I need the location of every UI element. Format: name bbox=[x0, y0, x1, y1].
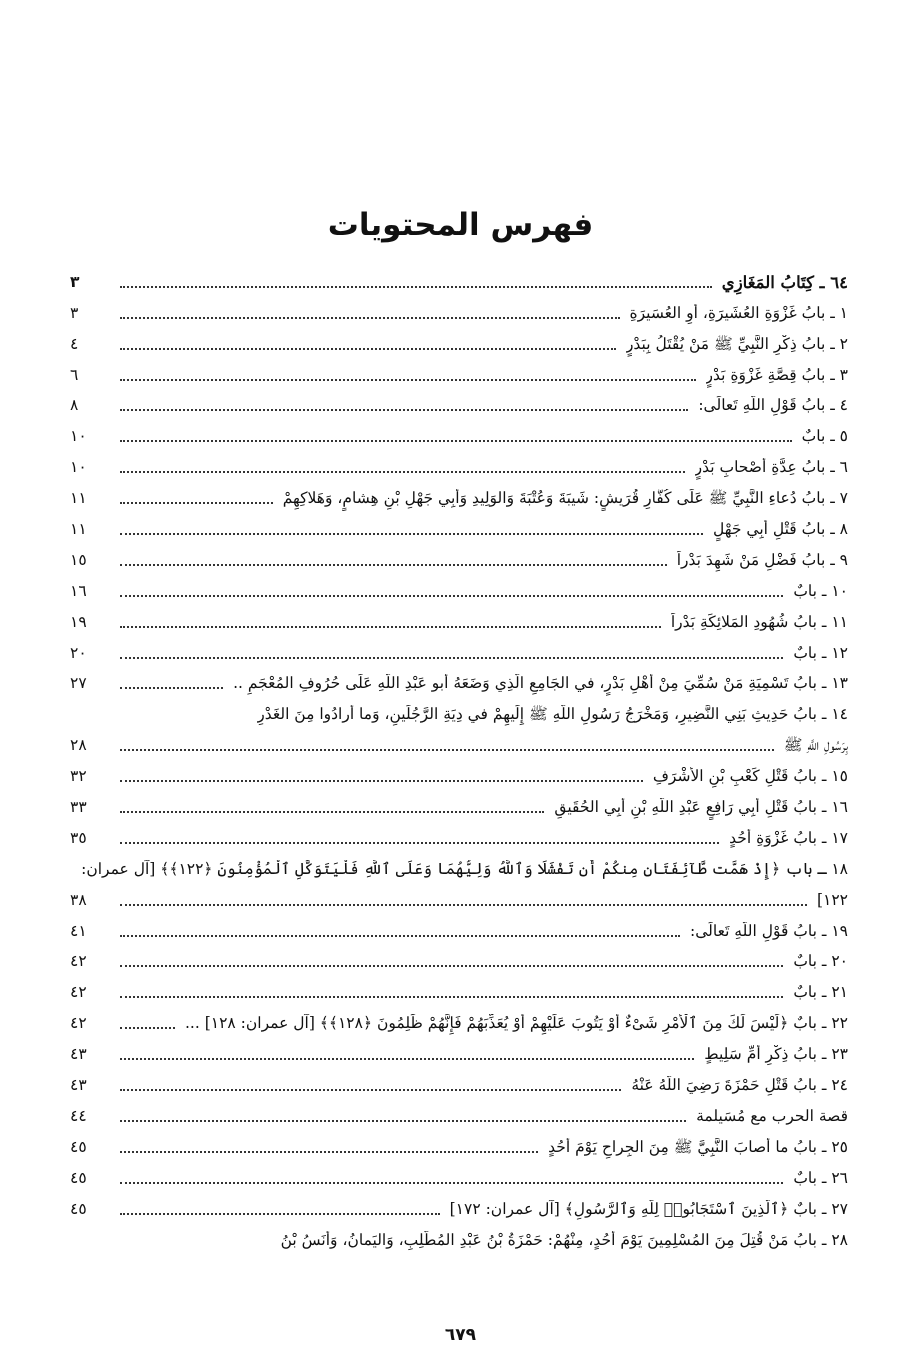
toc-entry-page: ٤٢ bbox=[70, 983, 87, 1002]
toc-entry-title: ١٩ ـ بابُ قَوْلِ اللَّهِ تَعالَى: bbox=[690, 921, 848, 940]
toc-entry-page: ١٦ bbox=[70, 581, 87, 600]
toc-entry-page: ٤٥ bbox=[70, 1199, 87, 1218]
toc-entry-page: ٣٨ bbox=[70, 890, 87, 909]
toc-entry-page: ٤٢ bbox=[70, 952, 87, 971]
toc-entry-title: ٢٦ ـ بابٌ bbox=[793, 1168, 848, 1187]
toc-entry-title: ٧ ـ بابُ دُعاءِ النَّبِيِّ ﷺ عَلَى كُفَّارِ قُرَيشٍ: شَيبَةَ وَعُتْبَةَ وَالوَلِيدِ وَأَبِي جَهْلِ بْنِ هِشامٍ، وَهَلاكِهِمْ bbox=[282, 489, 848, 508]
toc-entry-title: ١٨ ـ باب ﴿إِذْ هَمَّت طَّآئِفَتَانِ مِنكُمْ أَن تَفْشَلَا وَٱللَّهُ وَلِيُّهُمَا وَعَلَى ٱللَّهِ فَلْيَتَوَكَّلِ ٱلْمُؤْمِنُونَ ﴿١٢٢﴾﴾ [آل عمران: bbox=[81, 859, 848, 878]
toc-entry[interactable] bbox=[70, 480, 848, 511]
toc-leader-dots bbox=[120, 1120, 686, 1122]
toc-entry-title: ١٦ ـ بابُ قَتْلِ أَبِي رَافِعٍ عَبْدِ اللَّهِ بْنِ أَبِي الحُقَيقِ bbox=[554, 798, 848, 817]
toc-entry-title: ١٢ ـ بابٌ bbox=[793, 643, 848, 662]
toc-entry-title: بِرَسُولِ اللَّهِ ﷺ bbox=[783, 736, 848, 755]
toc-leader-dots bbox=[120, 811, 544, 813]
toc-leader-dots bbox=[120, 965, 783, 967]
toc-entry[interactable] bbox=[70, 1098, 848, 1129]
toc-entry-page: ١٥ bbox=[70, 550, 87, 569]
toc-leader-dots bbox=[120, 533, 703, 535]
toc-entry-page: ٤١ bbox=[70, 921, 87, 940]
toc-leader-dots bbox=[120, 996, 783, 998]
toc-leader-dots bbox=[120, 564, 667, 566]
toc-entry-title: قصة الحرب مع مُسَيلمة bbox=[696, 1106, 848, 1125]
toc-entry[interactable] bbox=[70, 511, 848, 542]
toc-entry[interactable] bbox=[70, 295, 848, 326]
toc-entry[interactable] bbox=[70, 573, 848, 604]
toc-entry-page: ٣ bbox=[70, 272, 80, 291]
page-title: فهرس المحتويات bbox=[327, 206, 594, 243]
toc-entry-page: ٤٥ bbox=[70, 1137, 87, 1156]
toc-entry-title: ٩ ـ بابُ فَضْلِ مَنْ شَهِدَ بَدْراً bbox=[676, 550, 848, 569]
toc-leader-dots bbox=[120, 749, 774, 751]
toc-leader-dots bbox=[120, 595, 783, 597]
toc-leader-dots bbox=[120, 1182, 783, 1184]
toc-entry[interactable] bbox=[70, 388, 848, 419]
toc-leader-dots bbox=[120, 1089, 621, 1091]
toc-entry-page: ٤٥ bbox=[70, 1168, 87, 1187]
toc-entry-title: ٢٨ ـ بابُ مَنْ قُتِلَ مِنَ المُسْلِمِينَ يَوْمَ أُحُدٍ، مِنْهُمْ: حَمْزَةُ بْنُ عَبْدِ المُطَّلِبِ، وَاليَمانُ، وَأَنَسُ بْنُ bbox=[280, 1230, 848, 1249]
toc-leader-dots bbox=[120, 379, 696, 381]
toc-entry-page: ٢٨ bbox=[70, 736, 87, 755]
toc-entry[interactable] bbox=[70, 1005, 848, 1036]
toc-entry[interactable] bbox=[70, 326, 848, 357]
toc-entry[interactable] bbox=[70, 758, 848, 789]
toc-entry[interactable] bbox=[70, 696, 848, 727]
toc-entry-title: ١٢٢] bbox=[816, 890, 848, 909]
toc-leader-dots bbox=[120, 1027, 175, 1029]
toc-entry-page: ٤٤ bbox=[70, 1106, 87, 1125]
toc-leader-dots bbox=[120, 502, 273, 504]
toc-leader-dots bbox=[120, 317, 620, 319]
toc-entry[interactable] bbox=[70, 1129, 848, 1160]
toc-entry-title: ٢ ـ بابُ ذِكْرِ النَّبِيِّ ﷺ مَنْ يُقْتَلُ بِبَدْرٍ bbox=[625, 334, 848, 353]
toc-entry[interactable] bbox=[70, 1036, 848, 1067]
toc-entry-page: ٨ bbox=[70, 396, 79, 415]
toc-entry[interactable] bbox=[70, 418, 848, 449]
toc-entry-continuation[interactable] bbox=[70, 882, 848, 913]
toc-entry-title: ٤ ـ بابُ قَوْلِ اللَّهِ تَعالَى: bbox=[698, 396, 848, 415]
toc-entry-title: ١٤ ـ بابُ حَدِيثِ بَنِي النَّضِيرِ، وَمَخْرَجُ رَسُولِ اللَّهِ ﷺ إِلَيهِمْ في دِيَةِ الرَّجُلَينِ، وَما أَرادُوا مِنَ الغَدْرِ bbox=[257, 705, 848, 724]
toc-entry-title: ٨ ـ بابُ قَتْلِ أَبِي جَهْلٍ bbox=[713, 520, 848, 539]
toc-entry[interactable] bbox=[70, 913, 848, 944]
toc-entry-title: ٢٣ ـ بابُ ذِكْرِ أُمِّ سَلِيطٍ bbox=[704, 1045, 848, 1064]
toc-entry[interactable] bbox=[70, 666, 848, 697]
toc-entry[interactable] bbox=[70, 851, 848, 882]
toc-entry[interactable] bbox=[70, 1222, 848, 1253]
toc-entry[interactable] bbox=[70, 635, 848, 666]
toc-leader-dots bbox=[120, 286, 712, 288]
toc-entry[interactable] bbox=[70, 944, 848, 975]
toc-entry-title: ١٧ ـ بابُ غَزْوَةِ أُحُدٍ bbox=[729, 828, 848, 847]
toc-entry[interactable] bbox=[70, 357, 848, 388]
toc-entry-book-heading[interactable] bbox=[70, 264, 848, 295]
toc-entry-page: ٤٢ bbox=[70, 1014, 87, 1033]
toc-entry[interactable] bbox=[70, 1160, 848, 1191]
toc-entry-page: ١١ bbox=[70, 520, 87, 539]
toc-entry[interactable] bbox=[70, 974, 848, 1005]
toc-entry-title: ٦ ـ بابُ عِدَّةِ أَصْحابِ بَدْرٍ bbox=[694, 458, 848, 477]
toc-leader-dots bbox=[120, 842, 719, 844]
toc-entry-page: ١٠ bbox=[70, 427, 87, 446]
toc-entry-title: ٢٧ ـ بابٌ ﴿ٱلَّذِينَ ٱسْتَجَابُوا۟ لِلَّهِ وَٱلرَّسُولِ﴾ [آل عمران: ١٧٢] bbox=[449, 1199, 848, 1218]
toc-entry[interactable] bbox=[70, 542, 848, 573]
toc-entry-title: ١١ ـ بابُ شُهُودِ المَلائِكَةِ بَدْراً bbox=[670, 612, 848, 631]
toc-entry-title: ٢١ ـ بابٌ bbox=[793, 983, 848, 1002]
toc-entry-page: ٤٣ bbox=[70, 1045, 87, 1064]
toc-entry-page: ٣٣ bbox=[70, 798, 87, 817]
toc-leader-dots bbox=[120, 657, 783, 659]
toc-entry-title: ١ ـ بابُ غَزْوَةِ العُشَيرَةِ، أَوِ العُسَيرَةِ bbox=[629, 303, 848, 322]
page-number: ٦٧٩ bbox=[444, 1325, 477, 1345]
toc-leader-dots bbox=[120, 1213, 440, 1215]
toc-entry-title: ٢٤ ـ بابُ قَتْلِ حَمْزَةَ رَضِيَ اللَّهُ عَنْهُ bbox=[631, 1076, 848, 1095]
toc-entry-page: ٤٣ bbox=[70, 1076, 87, 1095]
toc-entry-title: ١٠ ـ بابٌ bbox=[793, 581, 848, 600]
toc-leader-dots bbox=[120, 471, 685, 473]
toc-entry-page: ٢٧ bbox=[70, 674, 87, 693]
toc-leader-dots bbox=[120, 409, 688, 411]
toc-entry-page: ٣ bbox=[70, 303, 79, 322]
toc-leader-dots bbox=[120, 1151, 538, 1153]
toc-entry-title: ٦٤ ـ كِتَابُ المَغَازِي bbox=[721, 272, 848, 292]
toc-leader-dots bbox=[120, 780, 643, 782]
toc-leader-dots bbox=[120, 348, 616, 350]
toc-leader-dots bbox=[120, 935, 680, 937]
toc-entry-page: ٣٢ bbox=[70, 767, 87, 786]
toc-entry-page: ١٩ bbox=[70, 612, 87, 631]
toc-entry[interactable] bbox=[70, 1067, 848, 1098]
toc-entry[interactable] bbox=[70, 449, 848, 480]
toc-entry-title: ٥ ـ بابٌ bbox=[801, 427, 848, 446]
toc-entry[interactable] bbox=[70, 604, 848, 635]
toc-entry[interactable] bbox=[70, 789, 848, 820]
toc-leader-dots bbox=[120, 626, 661, 628]
toc-entry-title: ٢٥ ـ بابُ ما أَصابَ النَّبِيَّ ﷺ مِنَ الجِراحِ يَوْمَ أُحُدٍ bbox=[548, 1137, 848, 1156]
toc-entry-title: ٢٢ ـ بابٌ ﴿لَيْسَ لَكَ مِنَ ٱلْأَمْرِ شَىْءٌ أَوْ يَتُوبَ عَلَيْهِمْ أَوْ يُعَذِّبَهُمْ فَإِنَّهُمْ ظَٰلِمُونَ ﴿١٢٨﴾﴾ [آل عمران: ١٢٨] ... bbox=[184, 1014, 848, 1033]
toc-entry-title: ٢٠ ـ بابٌ bbox=[793, 952, 848, 971]
toc-entry-page: ١٠ bbox=[70, 458, 87, 477]
toc-entry-page: ٣٥ bbox=[70, 828, 87, 847]
toc-entry-title: ٣ ـ بابُ قِصَّةِ غَزْوَةِ بَدْرٍ bbox=[705, 365, 848, 384]
toc-entry-page: ٢٠ bbox=[70, 643, 87, 662]
toc-entry-page: ٤ bbox=[70, 334, 79, 353]
table-of-contents bbox=[70, 264, 848, 1253]
toc-leader-dots bbox=[120, 904, 807, 906]
toc-entry-continuation[interactable] bbox=[70, 727, 848, 758]
toc-entry-title: ١٥ ـ بابُ قَتْلِ كَعْبِ بْنِ الأَشْرَفِ bbox=[652, 767, 848, 786]
toc-leader-dots bbox=[120, 440, 792, 442]
toc-entry[interactable] bbox=[70, 820, 848, 851]
toc-entry[interactable] bbox=[70, 1191, 848, 1222]
toc-leader-dots bbox=[120, 1058, 694, 1060]
toc-entry-page: ٦ bbox=[70, 365, 79, 384]
toc-leader-dots bbox=[120, 687, 223, 689]
toc-entry-title: ١٣ ـ بابُ تَسْمِيَةِ مَنْ سُمِّيَ مِنْ أَهْلِ بَدْرٍ، في الجَامِعِ الَّذِي وَضَعَهُ أَبو عَبْدِ اللَّهِ عَلَى حُرُوفِ المُعْجَمِ .. bbox=[233, 674, 848, 693]
toc-entry-page: ١١ bbox=[70, 489, 87, 508]
